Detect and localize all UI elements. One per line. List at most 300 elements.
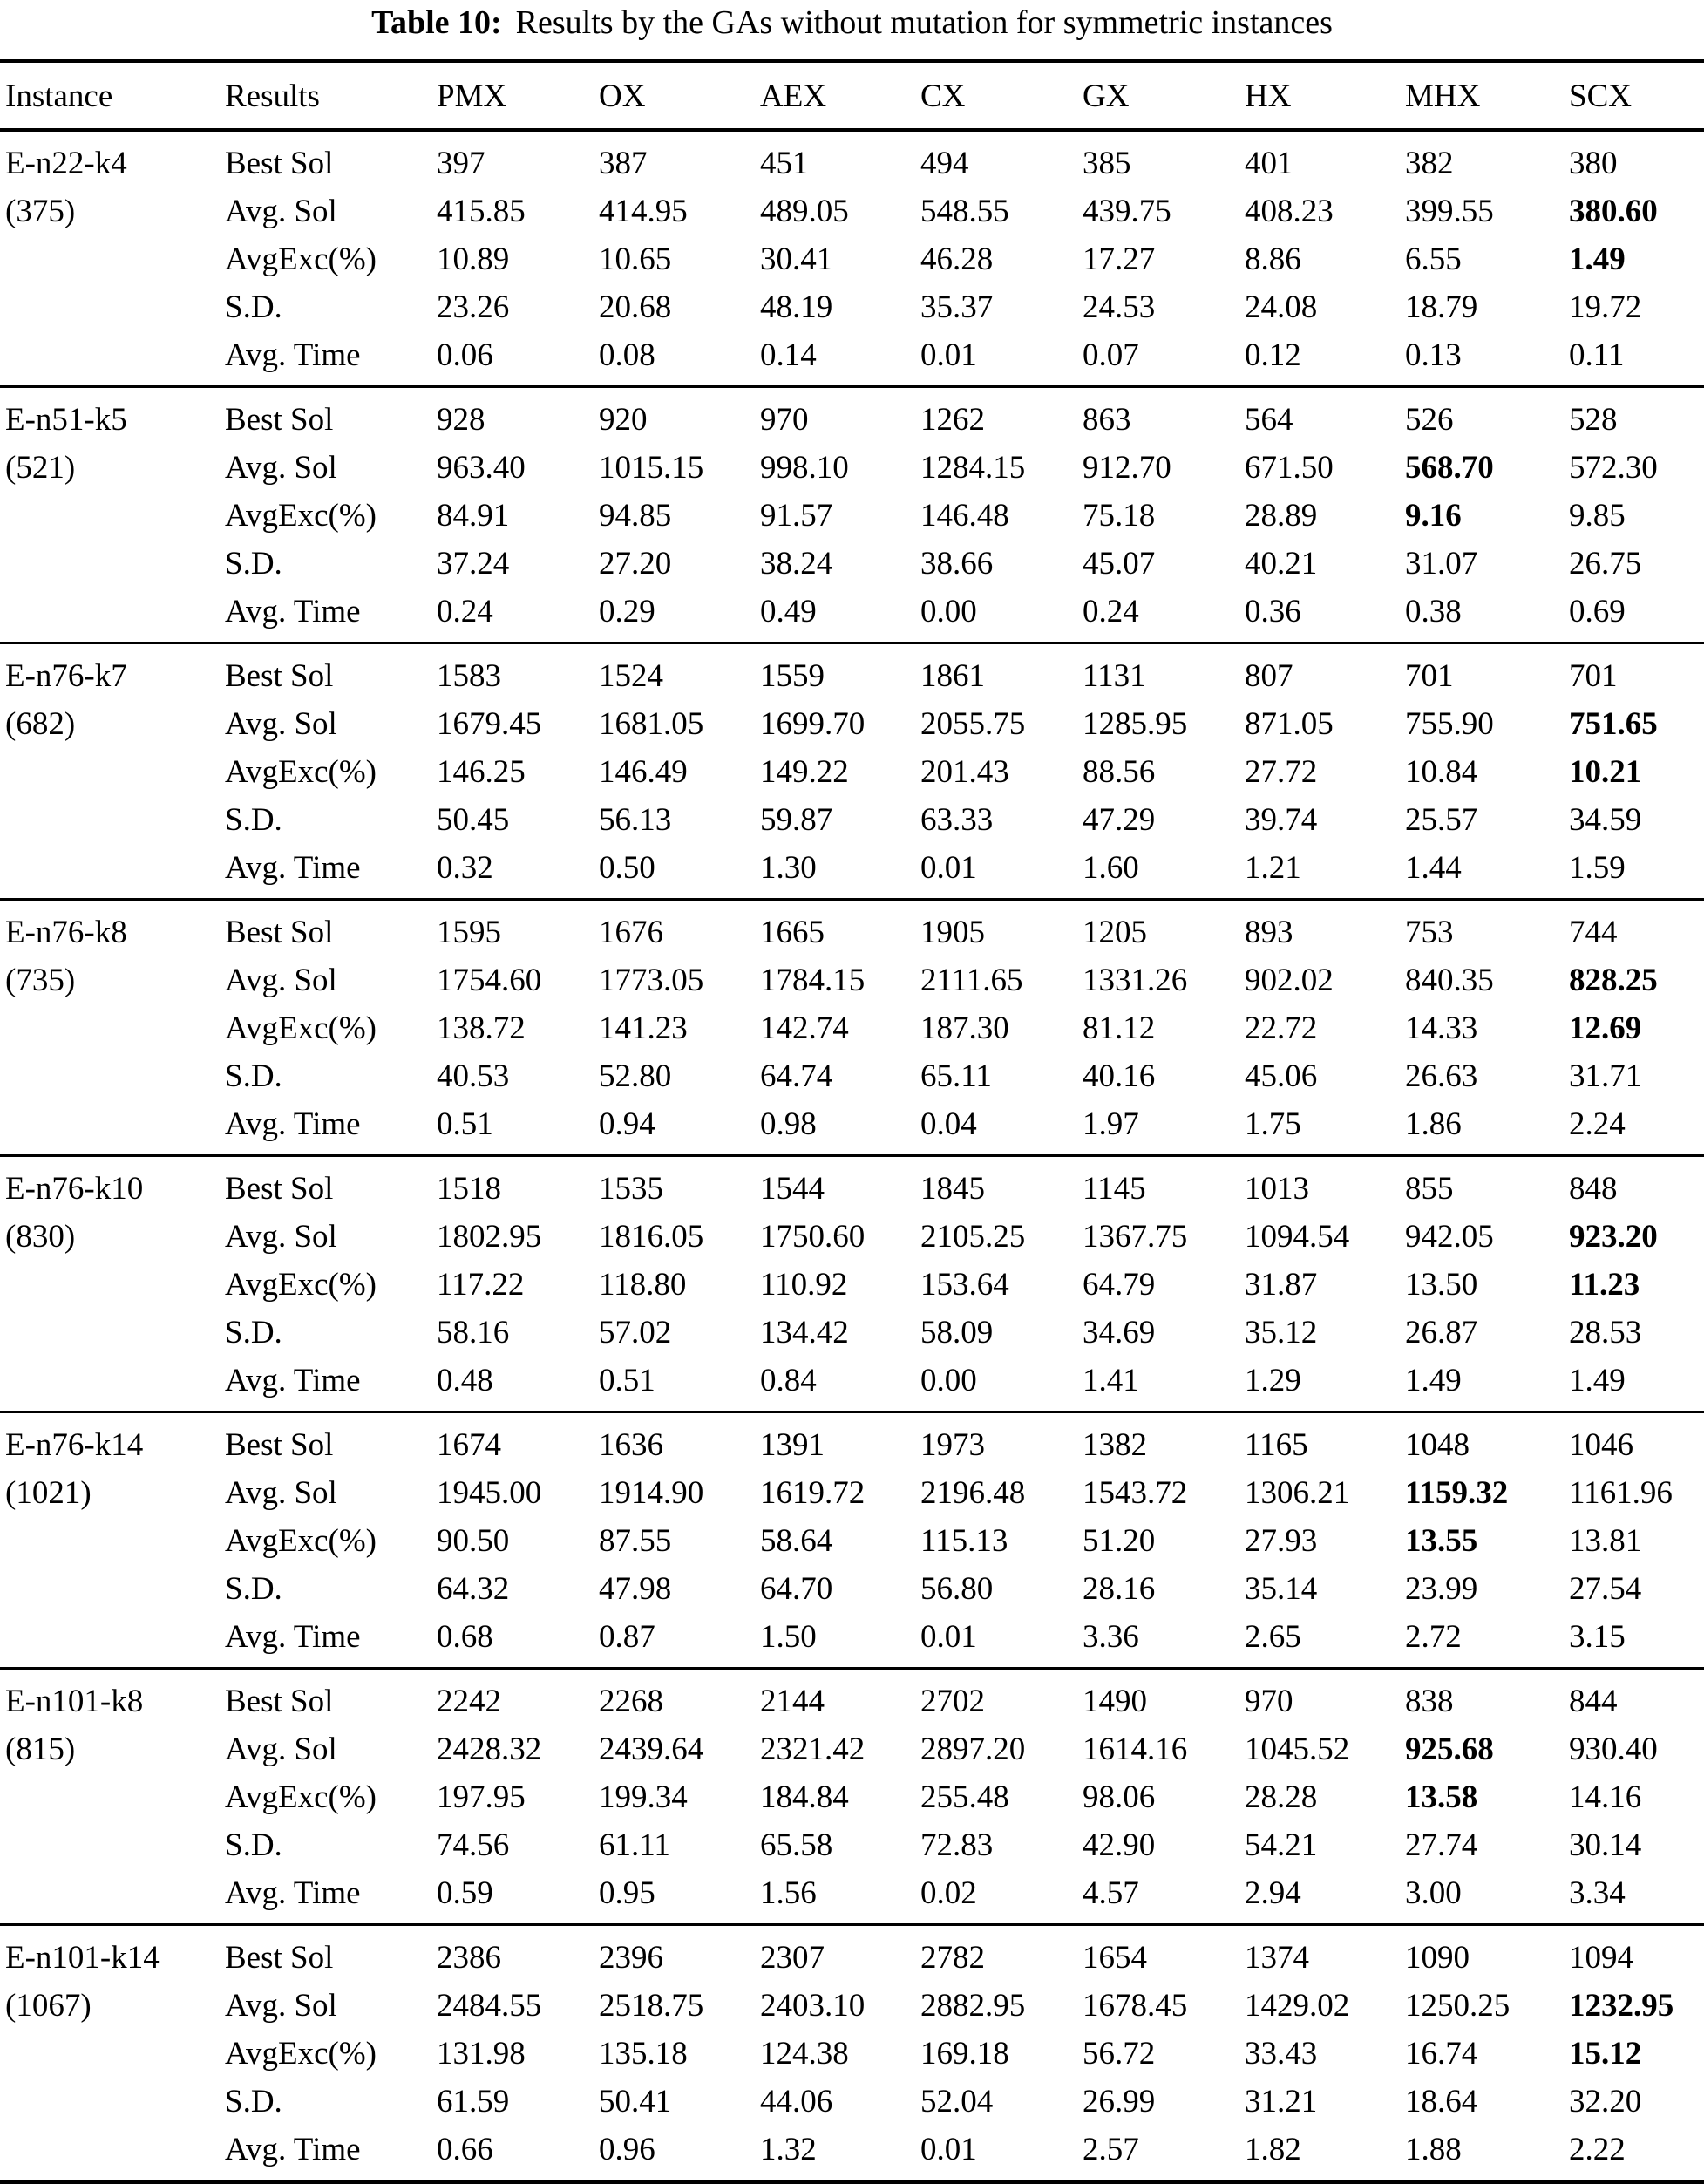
value-cell: 20.68 (599, 289, 672, 325)
instance-spacer (0, 2078, 225, 2126)
instance-block (0, 130, 1704, 387)
row-label: Avg. Sol (225, 450, 337, 486)
value-cell: 32.20 (1569, 2084, 1642, 2119)
value-cell: 0.59 (437, 1875, 493, 1911)
value-cell: 2403.10 (760, 1988, 866, 2024)
table-row (0, 1669, 1704, 1726)
value-cell: 1802.95 (437, 1219, 542, 1255)
table-row (0, 1982, 1704, 2030)
value-cell: 863 (1083, 402, 1131, 438)
value-cell: 84.91 (437, 498, 510, 534)
row-label: Avg. Sol (225, 1219, 337, 1255)
value-cell: 35.37 (920, 289, 994, 325)
value-cell: 848 (1569, 1171, 1618, 1207)
value-cell: 0.01 (920, 337, 977, 373)
table-row (0, 444, 1704, 492)
value-cell: 146.25 (437, 754, 526, 790)
value-cell: 2196.48 (920, 1475, 1026, 1511)
value-cell: 27.72 (1245, 754, 1318, 790)
value-cell: 1.49 (1405, 1363, 1462, 1398)
value-cell: 12.69 (1569, 1010, 1642, 1046)
value-cell: 2428.32 (437, 1732, 542, 1767)
table-row (0, 1725, 1704, 1773)
row-label: AvgExc(%) (225, 1267, 377, 1303)
value-cell: 912.70 (1083, 450, 1171, 486)
table-row (0, 1309, 1704, 1357)
value-cell: 1.56 (760, 1875, 817, 1911)
value-cell: 387 (599, 146, 648, 181)
value-cell: 23.99 (1405, 1571, 1478, 1607)
instance-spacer (0, 1357, 225, 1412)
table-row (0, 331, 1704, 387)
value-cell: 0.98 (760, 1106, 817, 1142)
value-cell: 2144 (760, 1684, 825, 1719)
table-row (0, 235, 1704, 283)
instance-optimum: (375) (5, 194, 76, 229)
instance-block (0, 1156, 1704, 1412)
row-label: Best Sol (225, 402, 334, 438)
value-cell: 1543.72 (1083, 1475, 1188, 1511)
value-cell: 142.74 (760, 1010, 849, 1046)
value-cell: 1544 (760, 1171, 825, 1207)
value-cell: 31.71 (1569, 1058, 1642, 1094)
table-row (0, 844, 1704, 900)
value-cell: 0.51 (437, 1106, 493, 1142)
row-label: Best Sol (225, 1940, 334, 1976)
value-cell: 65.11 (920, 1058, 992, 1094)
instance-optimum: (682) (5, 706, 76, 742)
row-label: Avg. Time (225, 2132, 361, 2167)
value-cell: 414.95 (599, 194, 688, 229)
value-cell: 2484.55 (437, 1988, 542, 2024)
value-cell: 2.57 (1083, 2132, 1139, 2167)
value-cell: 751.65 (1569, 706, 1658, 742)
value-cell: 2.22 (1569, 2132, 1626, 2167)
value-cell: 141.23 (599, 1010, 688, 1046)
value-cell: 548.55 (920, 194, 1009, 229)
instance-spacer (0, 1052, 225, 1100)
caption-label: Table 10: (371, 4, 502, 41)
value-cell: 1773.05 (599, 963, 704, 998)
row-label: Best Sol (225, 1171, 334, 1207)
instance-spacer (0, 540, 225, 588)
value-cell: 19.72 (1569, 289, 1642, 325)
value-cell: 17.27 (1083, 242, 1156, 277)
value-cell: 61.59 (437, 2084, 510, 2119)
value-cell: 1.97 (1083, 1106, 1139, 1142)
value-cell: 25.57 (1405, 802, 1478, 838)
value-cell: 90.50 (437, 1523, 510, 1559)
value-cell: 51.20 (1083, 1523, 1156, 1559)
value-cell: 131.98 (437, 2036, 526, 2072)
value-cell: 1145 (1083, 1171, 1146, 1207)
value-cell: 1945.00 (437, 1475, 542, 1511)
table-row (0, 956, 1704, 1004)
value-cell: 1306.21 (1245, 1475, 1350, 1511)
value-cell: 1524 (599, 658, 663, 694)
instance-spacer (0, 1004, 225, 1052)
table-row (0, 1925, 1704, 1983)
value-cell: 408.23 (1245, 194, 1334, 229)
table-row (0, 588, 1704, 643)
value-cell: 201.43 (920, 754, 1009, 790)
value-cell: 64.70 (760, 1571, 833, 1607)
table-row (0, 387, 1704, 445)
instance-optimum: (735) (5, 963, 76, 998)
value-cell: 1.88 (1405, 2132, 1462, 2167)
value-cell: 46.28 (920, 242, 994, 277)
row-label: AvgExc(%) (225, 754, 377, 790)
value-cell: 0.38 (1405, 594, 1462, 629)
value-cell: 930.40 (1569, 1732, 1658, 1767)
value-cell: 2386 (437, 1940, 501, 1976)
value-cell: 1.60 (1083, 850, 1139, 886)
value-cell: 3.34 (1569, 1875, 1626, 1911)
value-cell: 0.06 (437, 337, 493, 373)
instance-spacer (0, 2126, 225, 2182)
value-cell: 1559 (760, 658, 825, 694)
value-cell: 1094.54 (1245, 1219, 1350, 1255)
value-cell: 1784.15 (760, 963, 866, 998)
value-cell: 1.30 (760, 850, 817, 886)
value-cell: 31.21 (1245, 2084, 1318, 2119)
instance-spacer (0, 283, 225, 331)
instance-spacer (0, 1821, 225, 1869)
value-cell: 24.08 (1245, 289, 1318, 325)
value-cell: 13.55 (1405, 1523, 1478, 1559)
value-cell: 1.49 (1569, 1363, 1626, 1398)
instance-spacer (0, 1100, 225, 1156)
value-cell: 44.06 (760, 2084, 833, 2119)
table-caption (0, 0, 1704, 42)
table-row (0, 748, 1704, 796)
value-cell: 701 (1405, 658, 1454, 694)
value-cell: 1.59 (1569, 850, 1626, 886)
value-cell: 0.94 (599, 1106, 655, 1142)
value-cell: 701 (1569, 658, 1618, 694)
value-cell: 9.16 (1405, 498, 1462, 534)
value-cell: 2268 (599, 1684, 663, 1719)
value-cell: 38.66 (920, 546, 994, 582)
table-row (0, 2078, 1704, 2126)
value-cell: 1.21 (1245, 850, 1301, 886)
instance-block (0, 1669, 1704, 1925)
value-cell: 28.28 (1245, 1779, 1318, 1815)
instance-optimum: (1021) (5, 1475, 92, 1511)
value-cell: 13.81 (1569, 1523, 1642, 1559)
instance-block (0, 387, 1704, 643)
value-cell: 88.56 (1083, 754, 1156, 790)
value-cell: 2.24 (1569, 1106, 1626, 1142)
value-cell: 0.24 (1083, 594, 1139, 629)
value-cell: 1518 (437, 1171, 501, 1207)
value-cell: 528 (1569, 402, 1618, 438)
value-cell: 134.42 (760, 1315, 849, 1351)
value-cell: 0.01 (920, 2132, 977, 2167)
value-cell: 1654 (1083, 1940, 1147, 1976)
row-label: AvgExc(%) (225, 1779, 377, 1815)
row-label: AvgExc(%) (225, 2036, 377, 2072)
row-label: Avg. Time (225, 1619, 361, 1655)
value-cell: 0.00 (920, 594, 977, 629)
value-cell: 135.18 (599, 2036, 688, 2072)
row-label: S.D. (225, 1058, 282, 1094)
table-row (0, 1821, 1704, 1869)
value-cell: 1905 (920, 915, 985, 950)
value-cell: 439.75 (1083, 194, 1171, 229)
value-cell: 744 (1569, 915, 1618, 950)
table-row (0, 1565, 1704, 1613)
value-cell: 1845 (920, 1171, 985, 1207)
column-header-aex: AEX (760, 78, 827, 114)
value-cell: 124.38 (760, 2036, 849, 2072)
value-cell: 58.64 (760, 1523, 833, 1559)
row-label: AvgExc(%) (225, 242, 377, 277)
value-cell: 54.21 (1245, 1827, 1318, 1863)
value-cell: 50.41 (599, 2084, 672, 2119)
instance-spacer (0, 796, 225, 844)
value-cell: 564 (1245, 402, 1293, 438)
value-cell: 755.90 (1405, 706, 1494, 742)
table-row (0, 492, 1704, 540)
value-cell: 98.06 (1083, 1779, 1156, 1815)
instance-name: E-n76-k7 (5, 658, 127, 694)
value-cell: 33.43 (1245, 2036, 1318, 2072)
value-cell: 0.04 (920, 1106, 977, 1142)
value-cell: 871.05 (1245, 706, 1334, 742)
value-cell: 0.32 (437, 850, 493, 886)
value-cell: 1284.15 (920, 450, 1026, 486)
value-cell: 2897.20 (920, 1732, 1026, 1767)
value-cell: 153.64 (920, 1267, 1009, 1303)
instance-optimum: (815) (5, 1732, 76, 1767)
value-cell: 380 (1569, 146, 1618, 181)
instance-spacer (0, 748, 225, 796)
value-cell: 2242 (437, 1684, 501, 1719)
value-cell: 1.75 (1245, 1106, 1301, 1142)
column-header-scx: SCX (1569, 78, 1632, 114)
value-cell: 3.36 (1083, 1619, 1139, 1655)
value-cell: 0.12 (1245, 337, 1301, 373)
column-header-gx: GX (1083, 78, 1130, 114)
instance-optimum: (521) (5, 450, 76, 486)
value-cell: 47.29 (1083, 802, 1156, 838)
table-row (0, 1213, 1704, 1261)
value-cell: 0.36 (1245, 594, 1301, 629)
value-cell: 2321.42 (760, 1732, 866, 1767)
row-label: Best Sol (225, 658, 334, 694)
value-cell: 28.89 (1245, 498, 1318, 534)
instance-block (0, 900, 1704, 1156)
value-cell: 807 (1245, 658, 1293, 694)
value-cell: 27.93 (1245, 1523, 1318, 1559)
value-cell: 1232.95 (1569, 1988, 1674, 2024)
instance-name: E-n76-k8 (5, 915, 127, 950)
instance-spacer (0, 588, 225, 643)
row-label: S.D. (225, 2084, 282, 2119)
value-cell: 0.51 (599, 1363, 655, 1398)
value-cell: 30.41 (760, 242, 833, 277)
table-row (0, 1004, 1704, 1052)
value-cell: 1674 (437, 1427, 501, 1463)
value-cell: 963.40 (437, 450, 526, 486)
value-cell: 26.63 (1405, 1058, 1478, 1094)
table-row (0, 540, 1704, 588)
value-cell: 138.72 (437, 1010, 526, 1046)
table-header (0, 61, 1704, 130)
value-cell: 526 (1405, 402, 1454, 438)
value-cell: 61.11 (599, 1827, 670, 1863)
value-cell: 1583 (437, 658, 501, 694)
column-header-cx: CX (920, 78, 966, 114)
row-label: Best Sol (225, 146, 334, 181)
value-cell: 0.48 (437, 1363, 493, 1398)
value-cell: 828.25 (1569, 963, 1658, 998)
value-cell: 1374 (1245, 1940, 1309, 1976)
value-cell: 146.48 (920, 498, 1009, 534)
row-label: Avg. Time (225, 1875, 361, 1911)
value-cell: 2.65 (1245, 1619, 1301, 1655)
row-label: Best Sol (225, 1427, 334, 1463)
value-cell: 187.30 (920, 1010, 1009, 1046)
row-label: S.D. (225, 1827, 282, 1863)
instance-spacer (0, 1773, 225, 1821)
table-row (0, 1100, 1704, 1156)
value-cell: 0.95 (599, 1875, 655, 1911)
value-cell: 1636 (599, 1427, 663, 1463)
table-row (0, 643, 1704, 701)
row-label: Avg. Time (225, 850, 361, 886)
table-row (0, 1469, 1704, 1517)
value-cell: 58.09 (920, 1315, 994, 1351)
value-cell: 1391 (760, 1427, 825, 1463)
value-cell: 110.92 (760, 1267, 848, 1303)
value-cell: 24.53 (1083, 289, 1156, 325)
column-header-hx: HX (1245, 78, 1292, 114)
value-cell: 401 (1245, 146, 1293, 181)
value-cell: 1013 (1245, 1171, 1309, 1207)
value-cell: 16.74 (1405, 2036, 1478, 2072)
row-label: Avg. Sol (225, 194, 337, 229)
value-cell: 47.98 (599, 1571, 672, 1607)
value-cell: 91.57 (760, 498, 833, 534)
value-cell: 56.80 (920, 1571, 994, 1607)
value-cell: 0.50 (599, 850, 655, 886)
instance-spacer (0, 1309, 225, 1357)
instance-name: E-n101-k8 (5, 1684, 144, 1719)
table-row (0, 1773, 1704, 1821)
table-row (0, 1613, 1704, 1669)
value-cell: 6.55 (1405, 242, 1462, 277)
value-cell: 572.30 (1569, 450, 1658, 486)
value-cell: 4.57 (1083, 1875, 1139, 1911)
value-cell: 1.32 (760, 2132, 817, 2167)
value-cell: 1973 (920, 1427, 985, 1463)
row-label: Avg. Sol (225, 706, 337, 742)
value-cell: 399.55 (1405, 194, 1494, 229)
row-label: AvgExc(%) (225, 1010, 377, 1046)
row-label: S.D. (225, 1571, 282, 1607)
value-cell: 928 (437, 402, 485, 438)
instance-block (0, 643, 1704, 900)
value-cell: 50.45 (437, 802, 510, 838)
table-row (0, 1869, 1704, 1925)
instance-name: E-n22-k4 (5, 146, 127, 181)
value-cell: 1331.26 (1083, 963, 1188, 998)
value-cell: 197.95 (437, 1779, 526, 1815)
row-label: Avg. Sol (225, 1988, 337, 2024)
value-cell: 115.13 (920, 1523, 1008, 1559)
value-cell: 0.00 (920, 1363, 977, 1398)
column-header-results: Results (225, 78, 320, 114)
instance-block (0, 1412, 1704, 1669)
value-cell: 1131 (1083, 658, 1146, 694)
value-cell: 753 (1405, 915, 1454, 950)
value-cell: 34.59 (1569, 802, 1642, 838)
value-cell: 255.48 (920, 1779, 1009, 1815)
value-cell: 1754.60 (437, 963, 542, 998)
row-label: S.D. (225, 289, 282, 325)
value-cell: 23.26 (437, 289, 510, 325)
value-cell: 26.75 (1569, 546, 1642, 582)
value-cell: 3.00 (1405, 1875, 1462, 1911)
value-cell: 942.05 (1405, 1219, 1494, 1255)
value-cell: 1165 (1245, 1427, 1308, 1463)
instance-name: E-n76-k10 (5, 1171, 144, 1207)
value-cell: 64.32 (437, 1571, 510, 1607)
value-cell: 1205 (1083, 915, 1147, 950)
value-cell: 0.07 (1083, 337, 1139, 373)
value-cell: 87.55 (599, 1523, 672, 1559)
value-cell: 28.53 (1569, 1315, 1642, 1351)
value-cell: 2882.95 (920, 1988, 1026, 2024)
header-row (0, 61, 1704, 130)
value-cell: 65.58 (760, 1827, 833, 1863)
value-cell: 0.24 (437, 594, 493, 629)
instance-spacer (0, 492, 225, 540)
value-cell: 11.23 (1569, 1267, 1640, 1303)
value-cell: 13.50 (1405, 1267, 1478, 1303)
value-cell: 0.87 (599, 1619, 655, 1655)
value-cell: 56.72 (1083, 2036, 1156, 2072)
value-cell: 27.74 (1405, 1827, 1478, 1863)
value-cell: 1699.70 (760, 706, 866, 742)
value-cell: 1681.05 (599, 706, 704, 742)
value-cell: 2396 (599, 1940, 663, 1976)
value-cell: 855 (1405, 1171, 1454, 1207)
value-cell: 64.74 (760, 1058, 833, 1094)
value-cell: 149.22 (760, 754, 849, 790)
table-row (0, 1357, 1704, 1412)
value-cell: 34.69 (1083, 1315, 1156, 1351)
value-cell: 0.11 (1569, 337, 1625, 373)
value-cell: 397 (437, 146, 485, 181)
instance-spacer (0, 844, 225, 900)
value-cell: 970 (1245, 1684, 1293, 1719)
value-cell: 1382 (1083, 1427, 1147, 1463)
row-label: AvgExc(%) (225, 1523, 377, 1559)
value-cell: 56.13 (599, 802, 672, 838)
instance-spacer (0, 2030, 225, 2078)
value-cell: 382 (1405, 146, 1454, 181)
table-row (0, 2030, 1704, 2078)
value-cell: 117.22 (437, 1267, 525, 1303)
value-cell: 838 (1405, 1684, 1454, 1719)
instance-spacer (0, 1517, 225, 1565)
row-label: S.D. (225, 1315, 282, 1351)
table-row (0, 1517, 1704, 1565)
column-header-ox: OX (599, 78, 646, 114)
